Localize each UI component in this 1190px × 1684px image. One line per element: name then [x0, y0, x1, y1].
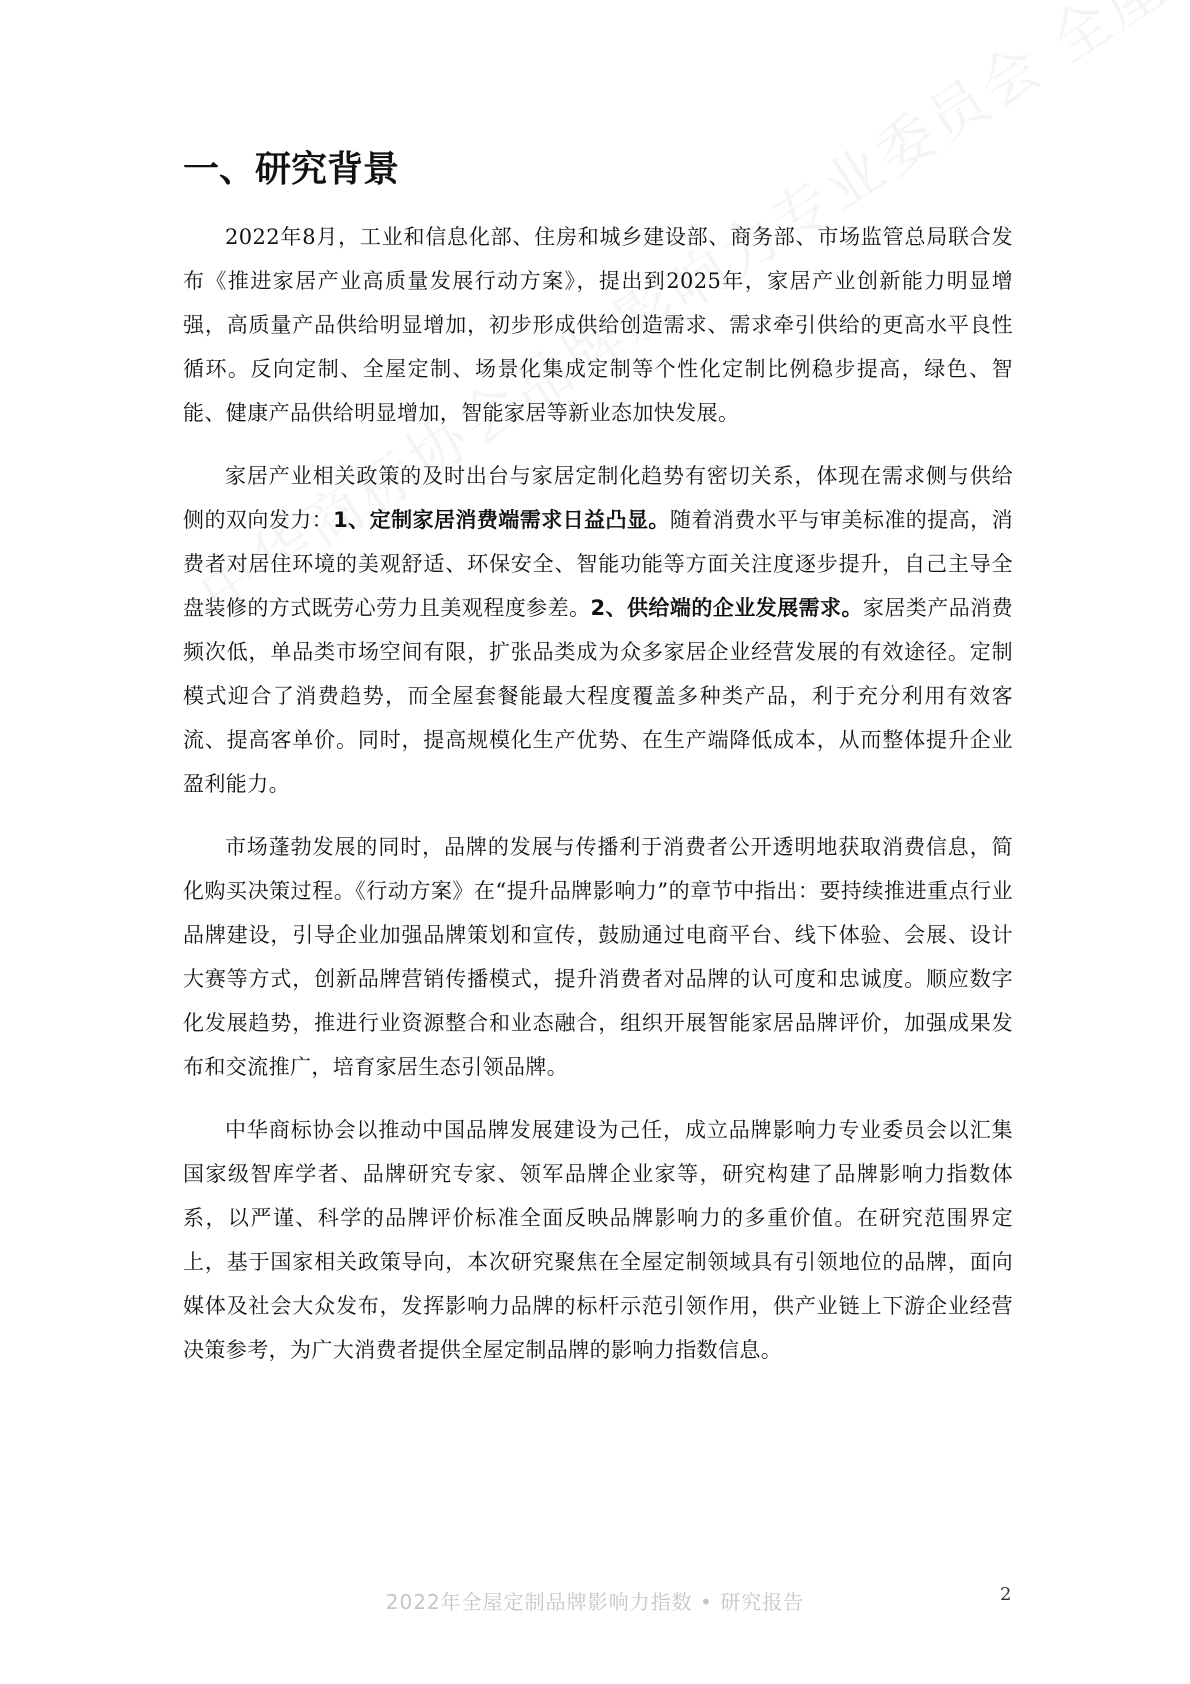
paragraph-text: 随着消费水平与审美标准的提高，消费者对居住环境的美观舒适、环保安全、智能功能等方面关注度逐步提升，自己主导全盘装修的方式既劳心劳力且美观程度参差。 [183, 508, 1013, 620]
paragraph-text: 家居产业相关政策的及时出台与家居定制化趋势有密切关系，体现在需求侧与供给侧的双向发力： [183, 464, 1013, 532]
paragraph-policy-background: 2022年8月，工业和信息化部、住房和城乡建设部、商务部、市场监管总局联合发布《推进家居产业高质量发展行动方案》，提出到2025年，家居产业创新能力明显增强，高质量产品供给明显增加，初步形成供给创造需求、需求牵引供给的更高水平良性循环。反向定制、全屋定制、场景化集成定制等个性化定制比例稳步提高，绿色、智能、健康产品供给明显增加，智能家居等新业态加快发展。 [183, 225, 1013, 425]
paragraph-customization-trend [183, 454, 1013, 806]
section-title: 一、研究背景 [183, 149, 400, 190]
paragraph-brand-development: 市场蓬勃发展的同时，品牌的发展与传播利于消费者公开透明地获取消费信息，简化购买决策过程。《行动方案》在“提升品牌影响力”的章节中指出：要持续推进重点行业品牌建设，引导企业加强品牌策划和宣传，鼓励通过电商平台、线下体验、会展、设计大赛等方式，创新品牌营销传播模式，提升消费者对品牌的认可度和忠诚度。顺应数字化发展趋势，推进行业资源整合和业态融合，组织开展智能家居品牌评价，加强成果发布和交流推广，培育家居生态引领品牌。 [183, 835, 1013, 1079]
paragraph-text: 家居类产品消费频次低，单品类市场空间有限，扩张品类成为众多家居企业经营发展的有效途径。定制模式迎合了消费趋势，而全屋套餐能最大程度覆盖多种类产品，利于充分利用有效客流、提高客单价。同时，提高规模化生产优势、在生产端降低成本，从而整体提升企业盈利能力。 [183, 596, 1013, 796]
page-number: 2 [1000, 1584, 1012, 1605]
page-footer: 2022年全屋定制品牌影响力指数 • 研究报告 [385, 1590, 805, 1614]
highlight-supply-side: 2、供给端的企业发展需求。 [590, 596, 863, 620]
highlight-demand-side: 1、定制家居消费端需求日益凸显。 [333, 508, 670, 532]
document-body [183, 215, 1013, 1391]
paragraph-association-research: 中华商标协会以推动中国品牌发展建设为己任，成立品牌影响力专业委员会以汇集国家级智库学者、品牌研究专家、领军品牌企业家等，研究构建了品牌影响力指数体系，以严谨、科学的品牌评价标准全面反映品牌影响力的多重价值。在研究范围界定上，基于国家相关政策导向，本次研究聚焦在全屋定制领域具有引领地位的品牌，面向媒体及社会大众发布，发挥影响力品牌的标杆示范引领作用，供产业链上下游企业经营决策参考，为广大消费者提供全屋定制品牌的影响力指数信息。 [183, 1118, 1013, 1362]
